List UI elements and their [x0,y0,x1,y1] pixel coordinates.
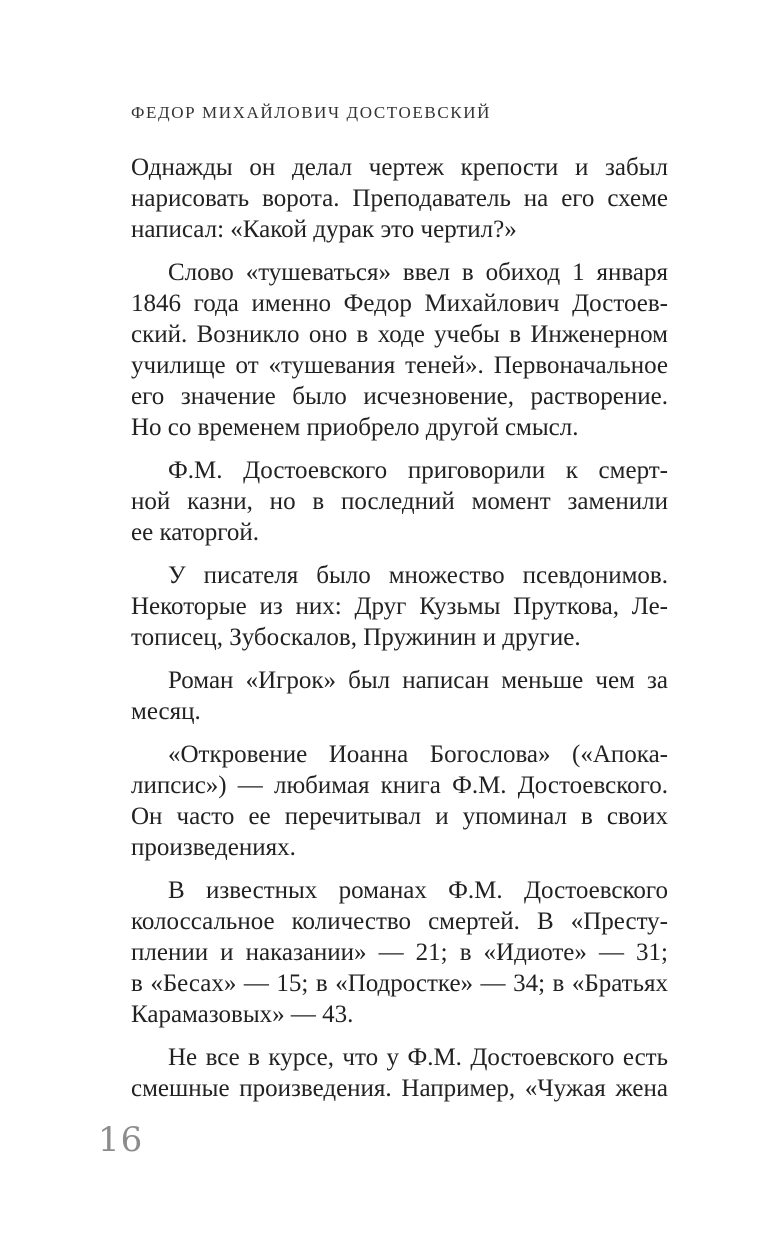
text-line: училище от «тушевания теней». Первоначальное [131,352,668,379]
text-line: Не все в курсе, что у Ф.М. Достоевского есть [168,1044,668,1071]
paragraph [131,875,668,1030]
text-line: У писателя было множество псевдонимов. [168,562,668,589]
text-line: его значение было исчезновение, растворение. [131,383,668,410]
text-line: Карамазовых» — 43. [131,1001,354,1028]
running-head: ФЕДОР МИХАЙЛОВИЧ ДОСТОЕВСКИЙ [131,103,491,122]
paragraph [131,455,668,548]
text-line: Слово «тушеваться» ввел в обиход 1 января [168,259,668,286]
text-line: липсис») — любимая книга Ф.М. Достоевского. [131,772,668,799]
paragraph [131,739,668,863]
paragraph [131,665,668,727]
text-line: тописец, Зубоскалов, Пружинин и другие. [131,624,581,651]
text-line: ной казни, но в последний момент заменили [131,488,668,515]
text-line: «Откровение Иоанна Богослова» («Апока- [168,741,668,768]
text-line: 1846 года именно Федор Михайлович Достоев- [131,290,668,317]
text-line: колоссальное количество смертей. В «Престу- [131,908,668,935]
text-line: месяц. [131,698,201,725]
text-line: смешные произведения. Например, «Чужая жена [131,1075,668,1102]
text-line: ее каторгой. [131,519,260,546]
text-line: В известных романах Ф.М. Достоевского [168,877,668,904]
text-line: Однажды он делал чертеж крепости и забыл [131,154,668,181]
body-text [131,152,668,1116]
text-line: плении и наказании» — 21; в «Идиоте» — 31; [131,939,668,966]
text-line: Некоторые из них: Друг Кузьмы Пруткова, Ле- [131,593,668,620]
text-line: нарисовать ворота. Преподаватель на его схеме [131,185,668,212]
text-line: Ф.М. Достоевского приговорили к смерт- [168,457,668,484]
text-line: Он часто ее перечитывал и упоминал в своих [131,803,668,830]
text-line: ский. Возникло оно в ходе учебы в Инженерном [131,321,668,348]
text-line: произведениях. [131,834,296,861]
paragraph [131,257,668,443]
paragraph [131,1042,668,1104]
text-line: написал: «Какой дурак это чертил?» [131,216,517,243]
text-line: Роман «Игрок» был написан меньше чем за [168,667,668,694]
text-line: в «Бесах» — 15; в «Подростке» — 34; в «Братьях [131,970,668,997]
text-line: Но со временем приобрело другой смысл. [131,414,579,441]
page-number: 16 [98,1120,144,1160]
paragraph [131,560,668,653]
paragraph [131,152,668,245]
